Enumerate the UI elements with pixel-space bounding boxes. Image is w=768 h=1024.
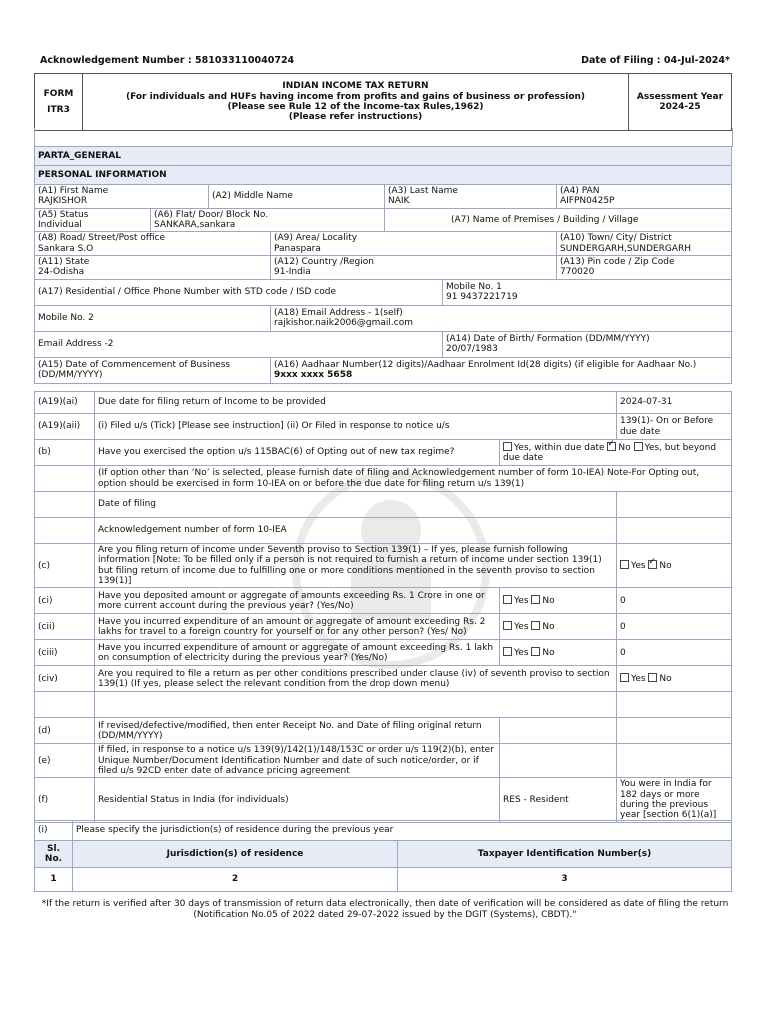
pincode: (A13) Pin code / Zip Code 770020 — [557, 256, 732, 280]
aadhaar: (A16) Aadhaar Number(12 digits)/Aadhaar Enrolment Id(28 digits) (if eligible for Aadhaar No.) 9xxx xxxx 5658 — [271, 357, 732, 383]
code-d: (d) — [35, 718, 95, 744]
date-of-birth: (A14) Date of Birth/ Formation (DD/MM/YYYY) 20/07/1983 — [443, 331, 732, 357]
filed-under-text: (i) Filed u/s (Tick) [Please see instruction] (ii) Or Filed in response to notice u/s — [95, 414, 617, 440]
last-name: (A3) Last Name NAIK — [385, 185, 557, 209]
ack-number: Acknowledgement Number : 581033110040724 — [40, 55, 295, 66]
electricity-question: Have you incurred expenditure of amount or aggregate of amount exceeding Rs. 1 lakh on consumption of electricity during the previous year? (Yes/No) — [95, 640, 500, 666]
notice-text: If filed, in response to a notice u/s 139(9)/142(1)/148/153C or order u/s 119(2)(b), enter Unique Number/Document Identification Number and date of such notice/order, or if filed u/s 92CD enter date of advance pricing agreement — [95, 744, 500, 778]
commencement-date: (A15) Date of Commencement of Business (DD/MM/YYYY) — [35, 357, 271, 383]
first-name: (A1) First Name RAJKISHOR — [35, 185, 209, 209]
mobile-2: Mobile No. 2 — [35, 305, 271, 331]
checkbox-no[interactable] — [531, 647, 540, 656]
empty-cell — [617, 518, 732, 544]
code-ciii: (ciii) — [35, 640, 95, 666]
code-f: (f) — [35, 778, 95, 822]
checkbox-yes[interactable] — [503, 595, 512, 604]
filing-date: Date of Filing : 04-Jul-2024* — [581, 55, 730, 66]
empty-cell — [35, 492, 95, 518]
email-1: (A18) Email Address - 1(self) rajkishor.naik2006@gmail.com — [271, 305, 732, 331]
checkbox-yes-beyond[interactable] — [634, 442, 643, 451]
form-name: ITR3 — [47, 105, 70, 115]
footnote: *If the return is verified after 30 days of transmission of return data electronically, then date of verification will be considered as date of filing the return (Notification No.05 of 2022 dated 29-07-2022 issued by the DGIT (Systems), CBDT)." — [41, 899, 729, 920]
code-i: (i) — [35, 821, 73, 841]
empty-cell — [500, 744, 617, 778]
row-cell-1: 1 — [35, 868, 73, 892]
title-line-1: INDIAN INCOME TAX RETURN — [282, 81, 429, 92]
empty-cell — [617, 718, 732, 744]
code-cii: (cii) — [35, 614, 95, 640]
residential-status-note: You were in India for 182 days or more during the previous year [section 6(1)(a)] — [617, 778, 732, 822]
filed-under-value: 139(1)- On or Before due date — [617, 414, 732, 440]
row-cell-2: 2 — [73, 868, 398, 892]
seventh-proviso-question: Are you filing return of income under Seventh proviso to Section 139(1) – If yes, please furnish following information [Note: To be filled only if a person is not required to furnish a return of income under section 139(1) but filing return of income due to fulfilling one or more conditions mentioned in the seventh proviso to section 139(1)] — [95, 544, 617, 588]
opt-out-options: Yes, within due date ✓ No Yes, but beyond due date — [500, 440, 732, 466]
jurisdiction-table — [34, 820, 732, 892]
empty-cell — [95, 692, 617, 718]
checkbox-no[interactable] — [531, 621, 540, 630]
empty-cell — [617, 744, 732, 778]
deposit-question: Have you deposited amount or aggregate of amounts exceeding Rs. 1 Crore in one or more current account during the previous year? (Yes/No) — [95, 588, 500, 614]
electricity-options: Yes No — [500, 640, 617, 666]
col-tin: Taxpayer Identification Number(s) — [398, 841, 732, 868]
jurisdiction-question: Please specify the jurisdiction(s) of residence during the previous year — [73, 821, 732, 841]
revised-return-text: If revised/defective/modified, then enter Receipt No. and Date of filing original return (DD/MM/YYYY) — [95, 718, 500, 744]
pan: (A4) PAN AIFPN0425P — [557, 185, 732, 209]
empty-cell — [617, 492, 732, 518]
checkbox-no[interactable] — [607, 442, 616, 451]
deposit-options: Yes No — [500, 588, 617, 614]
code-c: (c) — [35, 544, 95, 588]
empty-cell — [35, 692, 95, 718]
checkbox-yes[interactable] — [620, 560, 629, 569]
travel-value: 0 — [617, 614, 732, 640]
empty-cell — [35, 518, 95, 544]
checkbox-yes[interactable] — [620, 673, 629, 682]
col-jurisdiction: Jurisdiction(s) of residence — [73, 841, 398, 868]
checkbox-no[interactable] — [648, 560, 657, 569]
assessment-year — [629, 74, 732, 131]
empty-cell — [617, 692, 732, 718]
state: (A11) State 24-Odisha — [35, 256, 271, 280]
form-id — [35, 74, 83, 131]
checkbox-yes[interactable] — [503, 647, 512, 656]
section-personal: PERSONAL INFORMATION — [35, 166, 732, 185]
residential-status-value: RES - Resident — [500, 778, 617, 822]
filing-table — [34, 391, 732, 823]
travel-question: Have you incurred expenditure of an amount or aggregate of amount exceeding Rs. 2 lakhs for travel to a foreign country for yourself or for any other person? (Yes/ No) — [95, 614, 500, 640]
electricity-value: 0 — [617, 640, 732, 666]
spacer-row — [34, 128, 733, 147]
col-sl-no: Sl. No. — [35, 841, 73, 868]
phone-number: (A17) Residential / Office Phone Number with STD code / ISD code — [35, 279, 443, 305]
acknowledgement-bar — [40, 55, 730, 66]
code-ci: (ci) — [35, 588, 95, 614]
area-locality: (A9) Area/ Locality Panaspara — [271, 232, 557, 256]
checkbox-no[interactable] — [648, 673, 657, 682]
deposit-value: 0 — [617, 588, 732, 614]
checkbox-no[interactable] — [531, 595, 540, 604]
code-a19i: (A19)(ai) — [35, 392, 95, 414]
empty-cell — [35, 466, 95, 492]
code-e: (e) — [35, 744, 95, 778]
middle-name: (A2) Middle Name — [209, 185, 385, 209]
form-title — [83, 74, 629, 131]
other-conditions-options: Yes No — [617, 666, 732, 692]
title-line-2: (For individuals and HUFs having income from profits and gains of business or profession) — [125, 91, 586, 102]
form-label: FORM — [43, 88, 74, 99]
code-a19ii: (A19)(aii) — [35, 414, 95, 440]
ay-label: Assessment Year — [636, 91, 724, 102]
checkbox-yes-within[interactable] — [503, 442, 512, 451]
town-city: (A10) Town/ City/ District SUNDERGARH,SUNDERGARH — [557, 232, 732, 256]
opt-out-note: (If option other than ‘No’ is selected, please furnish date of filing and Acknowledgement number of form 10-IEA) Note-For Opting out, option should be exercised in form 10-IEA on or before the due date for filing return u/s 139(1) — [95, 466, 732, 492]
residential-status-text: Residential Status in India (for individuals) — [95, 778, 500, 822]
code-b: (b) — [35, 440, 95, 466]
other-conditions-question: Are you required to file a return as per other conditions prescribed under clause (iv) of seventh proviso to section 139(1) (If yes, please select the relevant condition from the drop down menu) — [95, 666, 617, 692]
travel-options: Yes No — [500, 614, 617, 640]
flat-door: (A6) Flat/ Door/ Block No. SANKARA,sankara — [151, 208, 385, 232]
code-civ: (civ) — [35, 666, 95, 692]
empty-cell — [500, 718, 617, 744]
opt-out-question: Have you exercised the option u/s 115BAC(6) of Opting out of new tax regime? — [95, 440, 500, 466]
ack-10iea-label: Acknowledgement number of form 10-IEA — [95, 518, 617, 544]
road-street: (A8) Road/ Street/Post office Sankara S.O — [35, 232, 271, 256]
title-line-4: (Please refer instructions) — [288, 112, 423, 123]
seventh-proviso-options: Yes ✓ No — [617, 544, 732, 588]
personal-info-table — [34, 146, 732, 384]
checkbox-yes[interactable] — [503, 621, 512, 630]
email-2: Email Address -2 — [35, 331, 443, 357]
row-cell-3: 3 — [398, 868, 732, 892]
status: (A5) Status Individual — [35, 208, 151, 232]
premises: (A7) Name of Premises / Building / Village — [385, 208, 732, 232]
ay-value: 2024-25 — [659, 102, 701, 112]
date-of-filing-label: Date of filing — [95, 492, 617, 518]
form-header — [34, 73, 732, 131]
title-line-3: (Please see Rule 12 of the Income-tax Rules,1962) — [227, 102, 484, 112]
country: (A12) Country /Region 91-India — [271, 256, 557, 280]
mobile-1: Mobile No. 1 91 9437221719 — [443, 279, 732, 305]
due-date-text: Due date for filing return of Income to be provided — [95, 392, 617, 414]
section-parta: PARTA_GENERAL — [35, 147, 732, 166]
due-date-value: 2024-07-31 — [617, 392, 732, 414]
